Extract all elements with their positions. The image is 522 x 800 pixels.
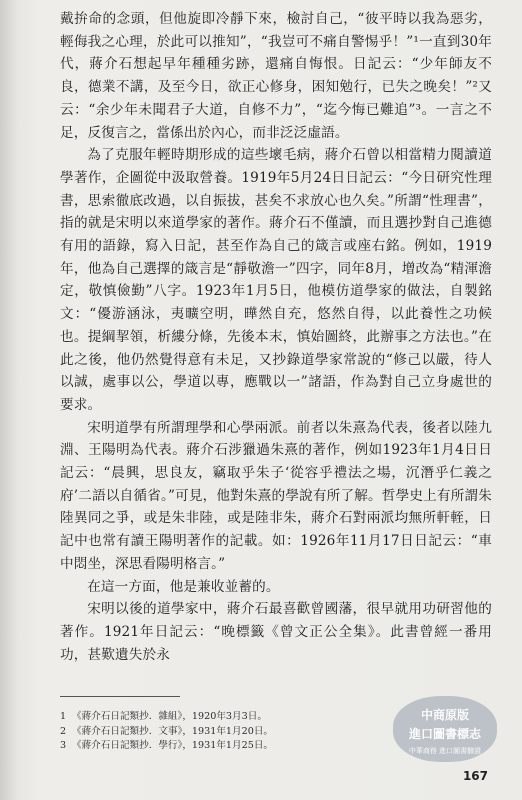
- footnote-rule: [60, 696, 180, 697]
- footnote-text: 《蔣介石日記類抄．學行》，1931年1月25日。: [72, 740, 274, 752]
- paragraph-1: 戴拚命的念頭，但他旋即冷靜下來，檢討自己，“彼平時以我為惡劣，輕侮我之心理，於此可以推知”，“我豈可不痛自警惕乎！”¹一直到30年代，蔣介石想起早年種種劣跡，還痛自悔恨。日記云：“少年師友不良，德業不講，及至今日，欲正心修身，困知勉行，已失之晚矣！”²又云：“余少年未聞君子大道，自修不力”，“迄今悔已難追”³。一言之不足，反復言之，當係出於內心，而非泛泛虛語。: [60, 11, 492, 141]
- seller-watermark-stamp: [393, 696, 497, 762]
- footnote-text: 《蔣介石日記類抄．雜組》，1920年3月3日。: [72, 711, 267, 722]
- watermark-line-1: 中商原版: [420, 708, 469, 722]
- footnote-number: 2: [60, 725, 67, 737]
- paragraph-2: 為了克服年輕時期形成的這些壞毛病，蔣介石曾以相當精力閱讀道學著作，企圖從中汲取營養。1919年5月24日日記云：“今日研究性理書，思索徹底改過，以自振拔，甚矣不求放心也久矣。”所謂“性理書”，指的就是宋明以來道學家的著作。蔣介石不僅讀，而且選抄對自己進德有用的語錄，寫入日記，甚至作為自己的箴言或座右銘。例如，1919年，他為自己選擇的箴言是“靜敬澹一”四字，同年8月，增改為“精渾澹定，敬慎儉勤”八字。1923年1月5日，他模仿道學家的做法，自製銘文：“優游涵泳，夷曠空明，曄然自充，悠然自得，以此養性之功候也。提綱挈領，析縷分條，先後本末，慎始圖終，此辦事之方法也。”在此之後，他仍然覺得意有未足，又抄錄道學家常說的“修己以嚴，待人以誠，處事以公，學道以專，應戰以一”諸語，作為對自己立身處世的要求。: [60, 147, 492, 413]
- paragraph-5: 宋明以後的道學家中，蔣介石最喜歡曾國藩，很早就用功研習他的著作。1921年日記云：“晚標籤《曾文正公全集》。此書曾經一番用功，甚歎遺失於永: [60, 601, 492, 663]
- footnote-number: 1: [60, 711, 67, 722]
- footnote-1: [60, 710, 440, 725]
- paragraph-4: 在這一方面，他是兼收並蓄的。: [87, 578, 280, 595]
- watermark-line-3: 中華商務 進口圖書驗證: [408, 747, 482, 755]
- footnotes: [60, 710, 440, 754]
- footnote-3: [60, 739, 440, 754]
- footnote-text: 《蔣介石日記類抄．文事》，1931年1月20日。: [72, 725, 274, 737]
- footnote-2: [60, 725, 440, 740]
- footnote-number: 3: [60, 740, 67, 752]
- paragraph-3: 宋明道學有所謂理學和心學兩派。前者以朱熹為代表，後者以陸九淵、王陽明為代表。蔣介石涉獵過朱熹的著作，例如1923年1月4日日記云：“晨興，思良友，竊取乎朱子‘從容乎禮法之場，沉潛乎仁義之府’二語以自循省。”可見，他對朱熹的學說有所了解。哲學史上有所謂朱陸異同之爭，或是朱非陸，或是陸非朱，蔣介石對兩派均無所軒輊，日記中也常有讀王陽明著作的記載。如：1926年11月17日日記云：“車中悶坐，深思看陽明格言。”: [60, 419, 492, 572]
- watermark-line-2: 進口圖書標志: [408, 727, 481, 741]
- page-number: 167: [462, 769, 488, 783]
- body-text: [60, 8, 492, 666]
